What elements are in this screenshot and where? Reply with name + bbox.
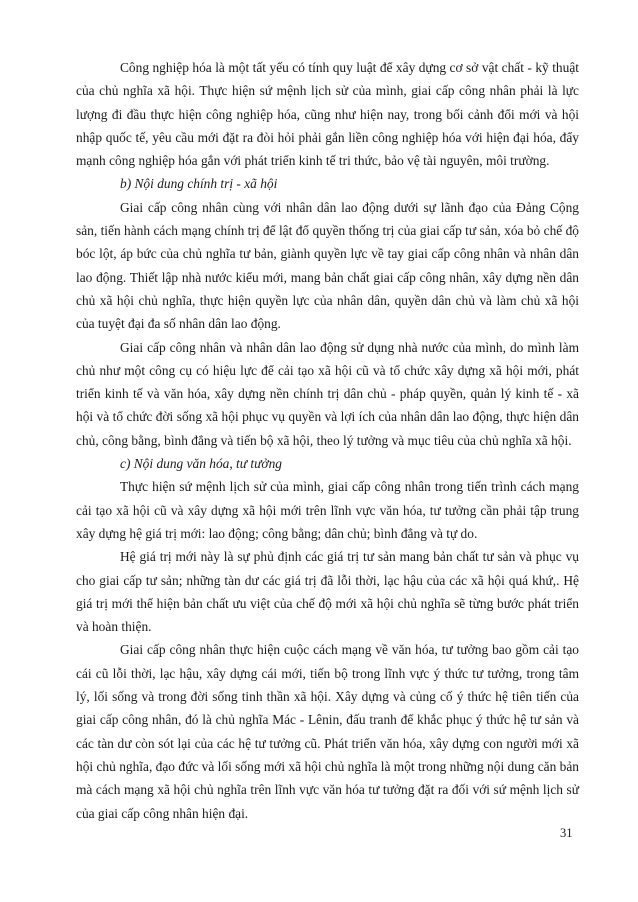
heading-culture-ideology: c) Nội dung văn hóa, tư tưởng xyxy=(120,456,282,472)
paragraph-value-negation: Hệ giá trị mới này là sự phủ định các giá trị tư sản mang bản chất tư sản và phục vụ cho giai cấp tư sản; những tàn dư các giá trị đã lỗi thời, lạc hậu của các xã hội quá khứ,. Hệ giá trị mới thể hiện bản chất ưu việt của chế độ mới xã hội chủ nghĩa sẽ từng bước phát triển và hoàn thiện. xyxy=(76,549,579,635)
page-body xyxy=(76,56,579,825)
paragraph-state-tool: Giai cấp công nhân và nhân dân lao động sử dụng nhà nước của mình, do mình làm chủ như một công cụ có hiệu lực để cải tạo xã hội cũ và tổ chức xây dựng xã hội mới, phát triển kinh tế và văn hóa, xây dựng nền chính trị dân chủ - pháp quyền, quản lý kinh tế - xã hội và tổ chức đời sống xã hội phục vụ quyền và lợi ích của nhân dân lao động, thực hiện dân chủ, công bằng, bình đẳng và tiến bộ xã hội, theo lý tưởng và mục tiêu của chủ nghĩa xã hội. xyxy=(76,339,579,448)
heading-political-social: b) Nội dung chính trị - xã hội xyxy=(120,176,278,192)
page-number: 31 xyxy=(560,826,573,840)
paragraph-cultural-revolution: Giai cấp công nhân thực hiện cuộc cách mạng về văn hóa, tư tưởng bao gồm cải tạo cái cũ lỗi thời, lạc hậu, xây dựng cái mới, tiến bộ trong lĩnh vực ý thức tư tưởng, trong tâm lý, lối sống và trong đời sống tinh thần xã hội. Xây dựng và củng cố ý thức hệ tiên tiến của giai cấp công nhân, đó là chủ nghĩa Mác - Lênin, đấu tranh để khắc phục ý thức hệ tư sản và các tàn dư còn sót lại của các hệ tư tưởng cũ. Phát triển văn hóa, xây dựng con người mới xã hội chủ nghĩa, đạo đức và lối sống mới xã hội chủ nghĩa là một trong những nội dung căn bản mà cách mạng xã hội chủ nghĩa trên lĩnh vực văn hóa tư tưởng đặt ra đối với sứ mệnh lịch sử của giai cấp công nhân hiện đại. xyxy=(76,642,579,821)
paragraph-industrialization: Công nghiệp hóa là một tất yếu có tính quy luật để xây dựng cơ sở vật chất - kỹ thuật của chủ nghĩa xã hội. Thực hiện sứ mệnh lịch sử của mình, giai cấp công nhân phải là lực lượng đi đầu thực hiện công nghiệp hóa, cũng như hiện nay, trong bối cảnh đổi mới và hội nhập quốc tế, yêu cầu mới đặt ra đòi hỏi phải gắn liền công nghiệp hóa với hiện đại hóa, đẩy mạnh công nghiệp hóa gắn với phát triển kinh tế tri thức, bảo vệ tài nguyên, môi trường. xyxy=(76,60,579,169)
paragraph-new-values: Thực hiện sứ mệnh lịch sử của mình, giai cấp công nhân trong tiến trình cách mạng cải tạo xã hội cũ và xây dựng xã hội mới trên lĩnh vực văn hóa, tư tưởng cần phải tập trung xây dựng hệ giá trị mới: lao động; công bằng; dân chủ; bình đẳng và tự do. xyxy=(76,479,579,541)
paragraph-political-revolution: Giai cấp công nhân cùng với nhân dân lao động dưới sự lãnh đạo của Đảng Cộng sản, tiến hành cách mạng chính trị để lật đổ quyền thống trị của giai cấp tư sản, xóa bỏ chế độ bóc lột, áp bức của chủ nghĩa tư bản, giành quyền lực về tay giai cấp công nhân và nhân dân lao động. Thiết lập nhà nước kiểu mới, mang bản chất giai cấp công nhân, xây dựng nền dân chủ xã hội chủ nghĩa, thực hiện quyền lực của nhân dân, quyền dân chủ và làm chủ xã hội của tuyệt đại đa số nhân dân lao động. xyxy=(76,199,579,332)
